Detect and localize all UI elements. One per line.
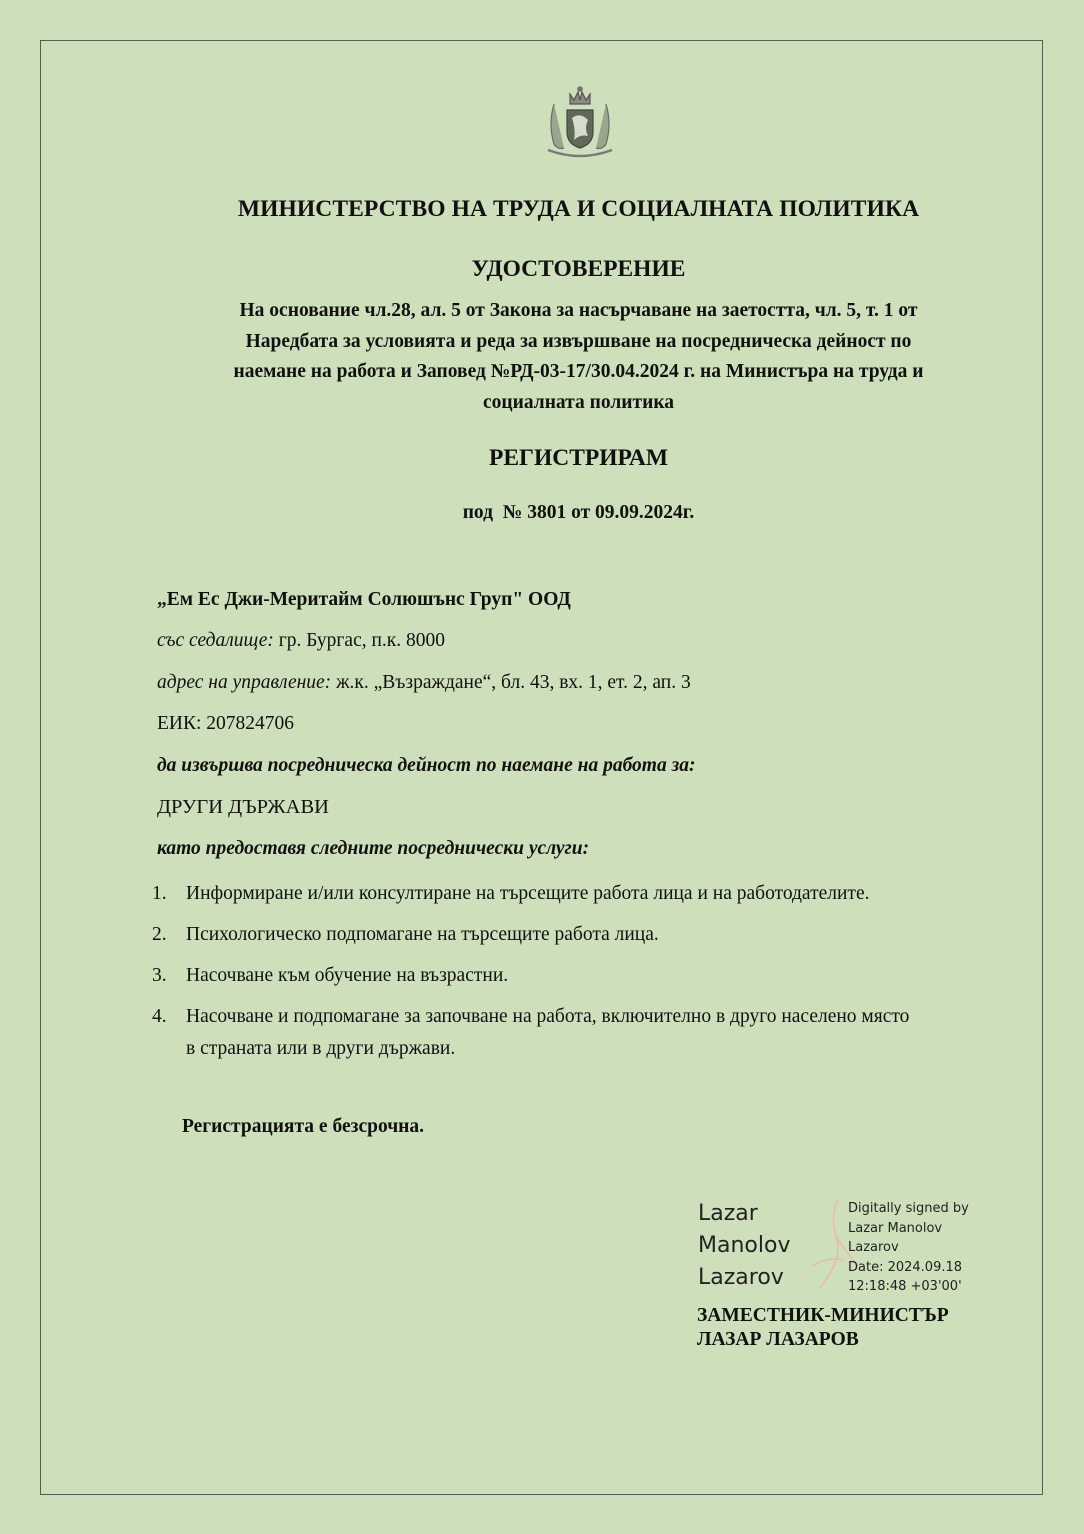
signature-detail-line: 12:18:48 +03'00' — [848, 1279, 962, 1294]
signature-details — [848, 1199, 1018, 1297]
register-action: РЕГИСТРИРАМ — [488, 445, 669, 471]
list-item-text: Психологическо подпомагане на търсещите работа лица. — [186, 924, 659, 945]
list-item-number: 3. — [152, 965, 167, 986]
list-item — [152, 1001, 1012, 1065]
list-item-number: 2. — [152, 924, 167, 945]
activity-scope: ДРУГИ ДЪРЖАВИ — [157, 796, 329, 818]
address-value: ж.к. „Възраждане“, бл. 43, вх. 1, ет. 2, ап. 3 — [331, 672, 691, 693]
signature-detail-line: Digitally signed by — [848, 1201, 969, 1216]
signature-detail-line: Lazar Manolov — [848, 1220, 943, 1236]
document-title: УДОСТОВЕРЕНИЕ — [471, 256, 686, 282]
signer-block — [697, 1304, 949, 1352]
list-item-text: Насочване и подпомагане за започване на работа, включително в друго населено място — [186, 1006, 910, 1027]
signer-position: ЗАМЕСТНИК-МИНИСТЪР — [697, 1305, 949, 1326]
legal-basis-line: социалната политика — [482, 391, 675, 413]
legal-basis-line: На основание чл.28, ал. 5 от Закона за насърчаване на заетостта, чл. 5, т. 1 от — [239, 300, 918, 321]
company-name: „Ем Ес Джи-Меритайм Солюшънс Груп" ООД — [157, 589, 571, 610]
address-line — [157, 672, 691, 694]
legal-basis-line: наемане на работа и Заповед №РД-03-17/30.04.2024 г. на Министъра на труда и — [233, 361, 924, 382]
eik-line: ЕИК: 207824706 — [157, 713, 295, 734]
list-item — [152, 878, 1012, 910]
coat-of-arms-emblem — [540, 84, 620, 160]
signer-name: ЛАЗАР ЛАЗАРОВ — [697, 1329, 859, 1350]
seat-line — [157, 630, 445, 652]
services-label: като предоставя следните посреднически услуги: — [157, 838, 590, 859]
list-item — [152, 919, 1012, 951]
list-item-number: 4. — [152, 1006, 167, 1027]
services-list — [152, 878, 1012, 1074]
legal-basis-line: Наредбата за условията и реда за извършване на посредническа дейност по — [245, 330, 912, 352]
ministry-heading: МИНИСТЕРСТВО НА ТРУДА И СОЦИАЛНАТА ПОЛИТИКА — [237, 196, 920, 222]
list-item-text: Информиране и/или консултиране на търсещите работа лица и на работодателите. — [186, 883, 870, 904]
registration-number: под № 3801 от 09.09.2024г. — [462, 502, 695, 523]
list-item-number: 1. — [152, 883, 167, 904]
list-item-text: Насочване към обучение на възрастни. — [186, 965, 509, 986]
signature-detail-line: Lazarov — [848, 1240, 899, 1255]
list-item — [152, 960, 1012, 992]
signature-detail-line: Date: 2024.09.18 — [848, 1259, 963, 1275]
signature-name-line: Lazarov — [698, 1265, 784, 1290]
list-item-text: в страната или в други държави. — [186, 1038, 456, 1059]
signature-name-line: Lazar — [698, 1201, 758, 1226]
legal-basis — [160, 296, 997, 418]
registration-validity: Регистрацията е безсрочна. — [182, 1116, 425, 1137]
address-label: адрес на управление: — [157, 672, 332, 693]
seat-value: гр. Бургас, п.к. 8000 — [273, 630, 446, 651]
seat-label: със седалище: — [157, 630, 274, 651]
signature-name-line: Manolov — [698, 1233, 791, 1258]
activity-label: да извършва посредническа дейност по наемане на работа за: — [157, 755, 696, 776]
